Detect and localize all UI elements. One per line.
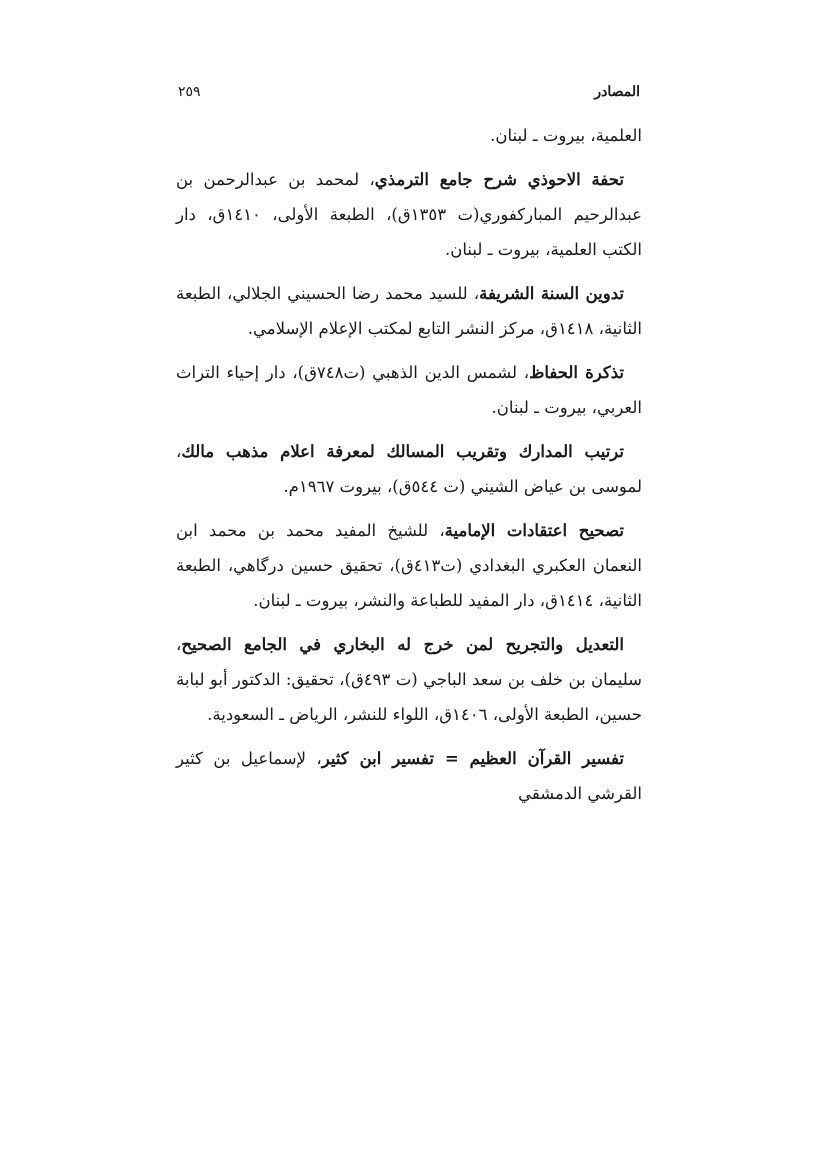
entry-title: تحفة الاحوذي شرح جامع الترمذي bbox=[374, 170, 624, 189]
entry-title: تصحيح اعتقادات الإمامية bbox=[444, 521, 624, 540]
entry-text: ، لإسماعيل بن كثير القرشي الدمشقي bbox=[176, 749, 642, 803]
entry-text: ، لموسى بن عياض الشيني (ت ٥٤٤ق)، بيروت ١٩٦٧م. bbox=[176, 442, 642, 496]
page-number: ٢٥٩ bbox=[178, 84, 201, 100]
bibliography-entry bbox=[176, 162, 642, 267]
bibliography-entry bbox=[176, 434, 642, 504]
bibliography-entry bbox=[176, 355, 642, 425]
bibliography-entry bbox=[176, 627, 642, 732]
entry-text: ، لشمس الدين الذهبي (ت٧٤٨ق)، دار إحياء التراث العربي، بيروت ـ لبنان. bbox=[176, 363, 642, 417]
entry-title: تذكرة الحفاظ bbox=[529, 363, 625, 382]
bibliography-list bbox=[176, 118, 642, 820]
page-header bbox=[178, 80, 640, 110]
entry-title: ترتيب المدارك وتقريب المسالك لمعرفة اعلام مذهب مالك bbox=[181, 442, 624, 461]
bibliography-entry bbox=[176, 276, 642, 346]
bibliography-entry bbox=[176, 741, 642, 811]
entry-text: ، للسيد محمد رضا الحسيني الجلالي، الطبعة الثانية، ١٤١٨ق، مركز النشر التابع لمكتب الإعلام الإسلامي. bbox=[176, 284, 642, 338]
running-title: المصادر bbox=[594, 84, 640, 100]
bibliography-entry bbox=[176, 118, 642, 153]
entry-title: التعديل والتجريح لمن خرج له البخاري في الجامع الصحيح bbox=[181, 635, 624, 654]
entry-text: العلمية، بيروت ـ لبنان. bbox=[490, 126, 642, 145]
entry-text: ، سليمان بن خلف بن سعد الباجي (ت ٤٩٣ق)، تحقيق: الدكتور أبو لبابة حسين، الطبعة الأولى، ١٤٠٦ق، اللواء للنشر، الرياض ـ السعودية. bbox=[176, 635, 642, 724]
entry-title: تفسير القرآن العظيم = تفسير ابن كثير bbox=[321, 749, 624, 768]
entry-text: ، لمحمد بن عبدالرحمن بن عبدالرحيم المباركفوري(ت ١٣٥٣ق)، الطبعة الأولى، ١٤١٠ق، دار الكتب العلمية، بيروت ـ لبنان. bbox=[176, 170, 642, 259]
entry-text: ، للشيخ المفيد محمد بن محمد ابن النعمان العكبري البغدادي (ت٤١٣ق)، تحقيق حسين درگاهي، الطبعة الثانية، ١٤١٤ق، دار المفيد للطباعة والنشر، بيروت ـ لبنان. bbox=[176, 521, 642, 610]
entry-title: تدوين السنة الشريفة bbox=[479, 284, 624, 303]
bibliography-entry bbox=[176, 513, 642, 618]
